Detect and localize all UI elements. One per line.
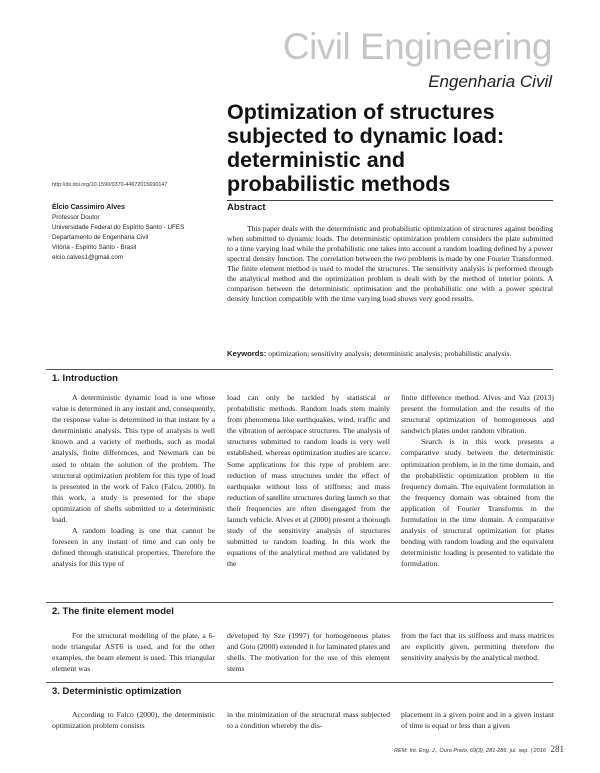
paragraph: developed by Sze (1997) for homogeneous plates and Goto (2000) extended it for laminated plates and shells. The motivation for the use of this element stems (227, 631, 390, 674)
abstract-body (227, 224, 553, 304)
author-department: Departamento de Engenharia Civil (52, 234, 149, 241)
paper-title (227, 100, 547, 196)
author-title: Professor Doutor (52, 214, 100, 221)
paragraph: load can only be tackled by statistical or probabilistic methods. Random loads stem mainly from phenomena like earthquakes, wind, traffic and the vibration of aerospace structures. The analysis of structures submitted to random loads is very well established, whereas optimization studies are scarce. Some applications for this type of problem are: reduction of mass structures under the effect of earthquake without loss of stiffness; and mass reduction of satellite structures during launch so that their frequencies are often disengaged from the launch vehicle. Alves et al (2000) present a thorough study of the sensitivity analysis of structures submitted to random loading. In this work the equations of the analytical method are validated by the (227, 393, 390, 569)
fem-column-1 (52, 630, 215, 674)
doi-link[interactable]: http://dx.doi.org/10.1590/0370-44672015690147 (52, 182, 168, 188)
section-divider (46, 369, 553, 370)
section-heading-deterministic: 3. Deterministic optimization (52, 686, 182, 697)
paragraph: finite difference method. Alves and Vaz (2013) present the formulation and the results of the structural optimization of homogeneous and sandwich plates under random vibration. (401, 393, 554, 436)
paragraph: For the structural modeling of the plate, a 6-node triangular AST6 is used, and for the other examples, the beam element is used. This triangular element was (52, 631, 215, 674)
paragraph: A deterministic dynamic load is one whose value is determined in any instant and, consequently, the response value is determined in that instant by a deterministic analysis. This type of analysis is well known and a variety of methods, such as modal analysis, finite differences, and Newmark can be used to obtain the solution of the problem. The structural optimization problem for this type of load is presented in the work of Falco (Falco, 2000). In this work, a study is presented for the shape optimization of shells submitted to a deterministic load. (52, 393, 215, 525)
author-name: Élcio Cassimiro Alves (52, 204, 125, 211)
abstract-heading: Abstract (227, 202, 266, 213)
keywords-label: Keywords: (227, 349, 267, 358)
page-footer (394, 744, 564, 754)
paragraph: Search is in this work presents a comparative study between the deterministic optimization problem, ie in the time domain, and the probabilistic optimization problem in the frequency domain. The equivalent formulation in the frequency domain was obtained from the application of Fourier Transforms in the formulation in the time domain. A comparative analysis of structural optimization for plates bending with random loading and the equivalent deterministic loading is presented to validate the formulation. (401, 437, 554, 569)
author-email[interactable]: elcio.calves1@gmail.com (52, 254, 124, 261)
author-university: Universidade Federal do Espírito Santo - UFES (52, 224, 185, 231)
journal-name: Civil Engineering (282, 26, 552, 67)
author-block (52, 203, 184, 263)
title-line: subjected to dynamic load: (227, 124, 505, 148)
section-heading-finite-element: 2. The finite element model (52, 606, 174, 617)
abstract-divider (227, 200, 553, 201)
intro-column-2 (227, 392, 390, 570)
intro-column-1 (52, 392, 215, 570)
intro-column-3 (401, 392, 554, 570)
journal-subtitle: Engenharia Civil (428, 72, 552, 91)
paragraph: According to Falco (2000), the deterministic optimization problem consists (52, 710, 215, 731)
det-column-2 (227, 709, 390, 731)
section-divider (46, 602, 553, 603)
section-divider (46, 682, 553, 683)
keywords (227, 349, 557, 359)
keywords-list: optimization; sensitivity analysis; deterministic analysis; probabilistic analysis. (268, 349, 512, 358)
paragraph: in the minimization of the structural mass subjected to a condition whereby the dis- (227, 710, 390, 731)
paragraph: A random loading is one that cannot be foreseen in any instant of time and can only be defined through statistical properties. Therefore the analysis for this type of (52, 526, 215, 569)
paragraph: placement in a given point and in a given instant of time is equal or less than a given (401, 710, 554, 731)
footer-citation: REM: Int. Eng. J., Ouro Preto, 69(3), 281-286, jul. sep. | 2016 (393, 748, 546, 754)
title-line: probabilistic methods (227, 172, 451, 196)
page-number: 281 (550, 744, 564, 754)
det-column-3 (401, 709, 554, 731)
fem-column-3 (401, 630, 554, 663)
title-line: deterministic and (227, 148, 406, 172)
paragraph: from the fact that its stiffness and mass matrices are explicitly given, permitting therefore the sensitivity analysis by the analytical method. (401, 631, 554, 663)
det-column-1 (52, 709, 215, 731)
author-location: Vitória - Espírito Santo - Brasil (52, 244, 137, 251)
fem-column-2 (227, 630, 390, 674)
section-heading-introduction: 1. Introduction (52, 373, 118, 384)
title-line: Optimization of structures (227, 100, 495, 124)
abstract-paragraph: This paper deals with the deterministic and probabilistic optimization of structures against bending when submitted to dynamic loads. The deterministic optimization problem considers the plate submitted to a time varying load while the probabilistic one takes into account a random loading defined by a power spectral density function. The correlation between the two problems is made by one Fourier Transformed. The finite element method is used to model the structures. The sensitivity analysis is performed through the analytical method and the optimization problem is dealt with by the method of interior points. A comparison between the deterministic optimisation and the probabilistic one with a power spectral density function compatible with the time varying load shows very good results. (227, 224, 553, 304)
